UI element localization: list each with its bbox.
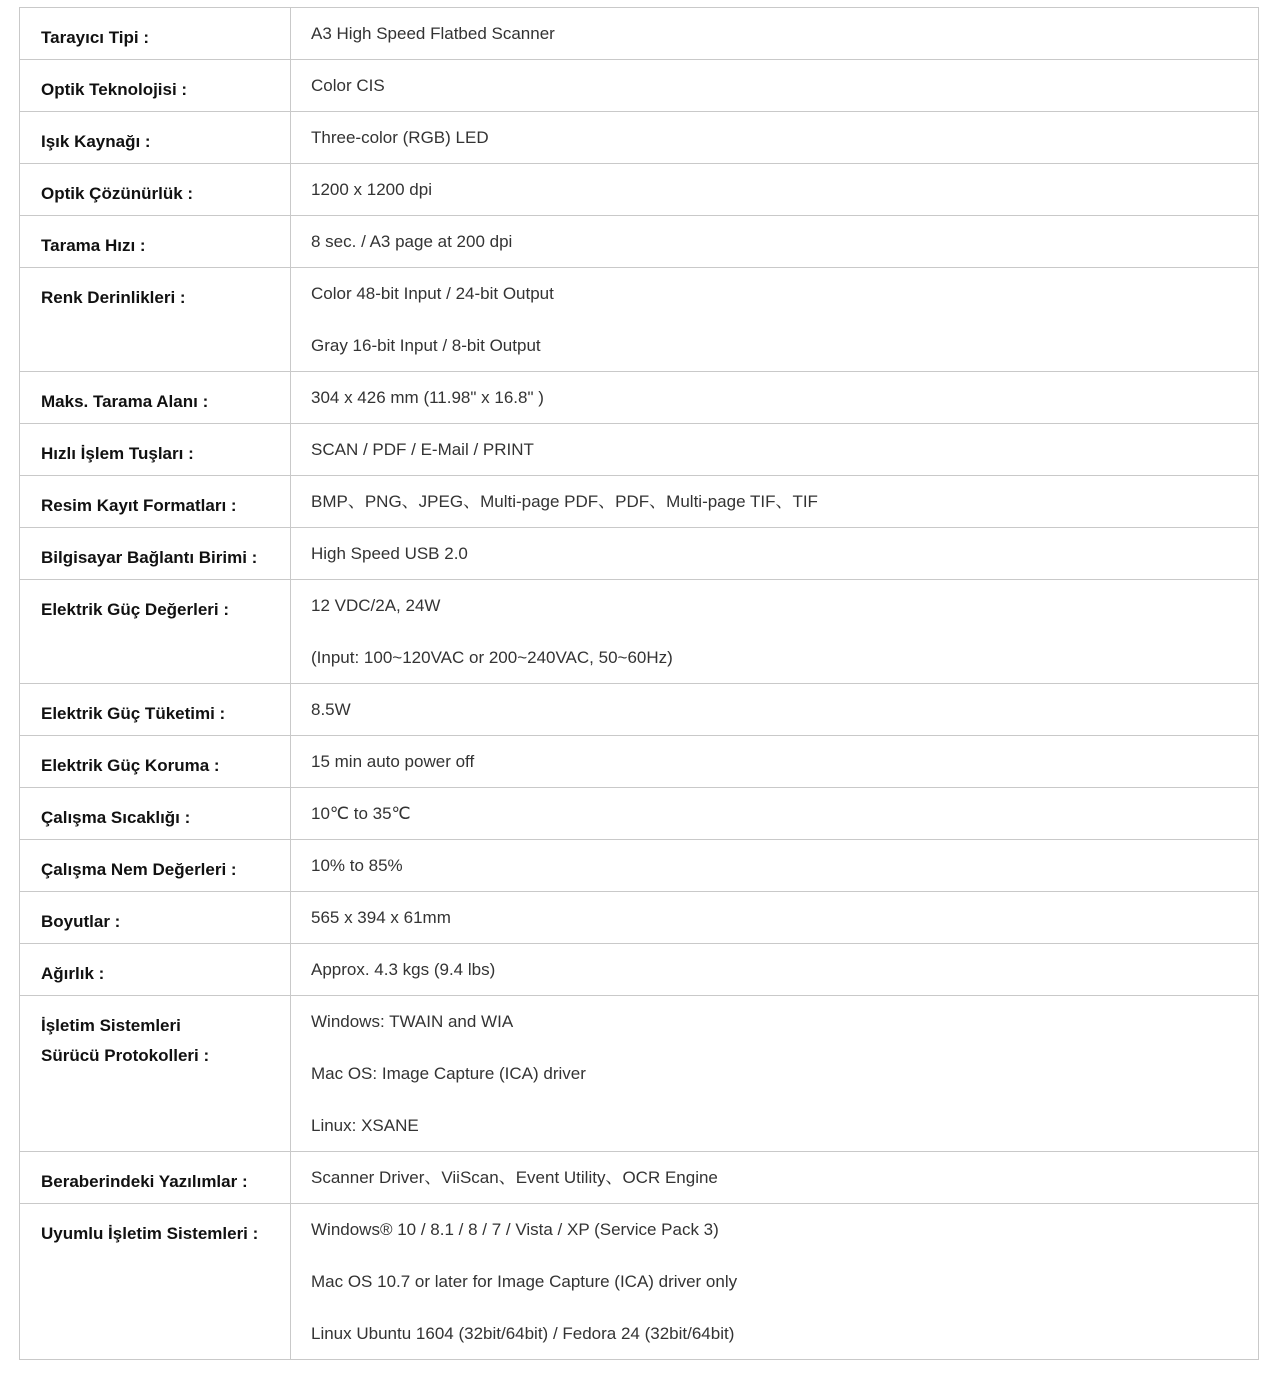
spec-label-text: Uyumlu İşletim Sistemleri : xyxy=(41,1224,259,1243)
spec-label-text: Optik Teknolojisi : xyxy=(41,80,188,99)
spec-value xyxy=(291,1152,1258,1203)
spec-value-text: Approx. 4.3 kgs (9.4 lbs) xyxy=(311,960,496,979)
spec-row xyxy=(20,944,1259,996)
spec-row xyxy=(20,1204,1259,1360)
spec-label-text: Tarama Hızı : xyxy=(41,236,146,255)
spec-label-text: Tarayıcı Tipi : xyxy=(41,28,150,47)
spec-value-text: Three-color (RGB) LED xyxy=(311,128,489,147)
spec-value xyxy=(291,8,1258,59)
spec-value-cell xyxy=(291,840,1259,892)
spec-label xyxy=(20,112,290,157)
spec-value-cell xyxy=(291,944,1259,996)
spec-value-text: 8.5W xyxy=(311,700,351,719)
spec-value-text: 15 min auto power off xyxy=(311,752,475,771)
spec-value xyxy=(291,684,1258,735)
spec-value-cell xyxy=(291,684,1259,736)
spec-label xyxy=(20,8,290,53)
spec-value-cell xyxy=(291,580,1259,684)
spec-value-text: High Speed USB 2.0 xyxy=(311,544,468,563)
spec-value-cell xyxy=(291,112,1259,164)
spec-label xyxy=(20,736,290,781)
spec-value xyxy=(291,268,1258,371)
spec-label-cell xyxy=(20,216,291,268)
spec-value-text: 8 sec. / A3 page at 200 dpi xyxy=(311,232,513,251)
spec-label xyxy=(20,892,290,937)
spec-value-text: Mac OS: Image Capture (ICA) driver xyxy=(311,1064,586,1083)
spec-value-text: Linux Ubuntu 1604 (32bit/64bit) / Fedora 24 (32bit/64bit) xyxy=(311,1324,735,1343)
spec-label-cell xyxy=(20,476,291,528)
spec-label-cell xyxy=(20,892,291,944)
spec-label-cell xyxy=(20,1204,291,1360)
spec-row xyxy=(20,892,1259,944)
spec-label xyxy=(20,216,290,261)
spec-row xyxy=(20,112,1259,164)
spec-label-text: Renk Derinlikleri : xyxy=(41,288,186,307)
spec-label-cell xyxy=(20,112,291,164)
spec-label-cell xyxy=(20,580,291,684)
spec-row xyxy=(20,60,1259,112)
spec-value-text: 12 VDC/2A, 24W xyxy=(311,596,441,615)
spec-label-cell xyxy=(20,528,291,580)
spec-label xyxy=(20,788,290,833)
spec-value-cell xyxy=(291,788,1259,840)
spec-label-text: Çalışma Nem Değerleri : xyxy=(41,860,237,879)
spec-value-text: Windows® 10 / 8.1 / 8 / 7 / Vista / XP (Service Pack 3) xyxy=(311,1220,719,1239)
spec-value xyxy=(291,892,1258,943)
spec-value-text: Color 48-bit Input / 24-bit Output xyxy=(311,284,554,303)
spec-row xyxy=(20,216,1259,268)
spec-value-text: Linux: XSANE xyxy=(311,1116,419,1135)
spec-value xyxy=(291,788,1258,839)
spec-label xyxy=(20,684,290,729)
spec-label xyxy=(20,268,290,313)
spec-label-cell xyxy=(20,1152,291,1204)
spec-label-text: Ağırlık : xyxy=(41,964,105,983)
spec-label-text: Maks. Tarama Alanı : xyxy=(41,392,209,411)
spec-label-cell xyxy=(20,372,291,424)
spec-label-text: Resim Kayıt Formatları : xyxy=(41,496,237,515)
spec-value-text: BMP、PNG、JPEG、Multi-page PDF、PDF、Multi-page TIF、TIF xyxy=(311,492,818,511)
spec-value xyxy=(291,580,1258,683)
spec-label-text: Işık Kaynağı : xyxy=(41,132,151,151)
spec-label-cell xyxy=(20,684,291,736)
spec-row xyxy=(20,1152,1259,1204)
spec-label xyxy=(20,1204,290,1249)
spec-value-cell xyxy=(291,424,1259,476)
spec-value xyxy=(291,528,1258,579)
spec-label xyxy=(20,944,290,989)
spec-value-text: 10% to 85% xyxy=(311,856,403,875)
spec-value-cell xyxy=(291,996,1259,1152)
spec-value-text: Color CIS xyxy=(311,76,385,95)
spec-value-text: (Input: 100~120VAC or 200~240VAC, 50~60Hz) xyxy=(311,648,673,667)
spec-label-cell xyxy=(20,840,291,892)
spec-value-cell xyxy=(291,528,1259,580)
spec-row xyxy=(20,476,1259,528)
spec-value-text: 304 x 426 mm (11.98" x 16.8" ) xyxy=(311,388,544,407)
spec-row xyxy=(20,528,1259,580)
spec-value-text: 1200 x 1200 dpi xyxy=(311,180,432,199)
spec-row xyxy=(20,788,1259,840)
spec-label-text: Optik Çözünürlük : xyxy=(41,184,194,203)
spec-value-text: A3 High Speed Flatbed Scanner xyxy=(311,24,555,43)
spec-label xyxy=(20,60,290,105)
spec-label-cell xyxy=(20,268,291,372)
spec-label-cell xyxy=(20,424,291,476)
spec-value xyxy=(291,216,1258,267)
spec-value-text: Mac OS 10.7 or later for Image Capture (ICA) driver only xyxy=(311,1272,738,1291)
spec-label-text: Sürücü Protokolleri : xyxy=(41,1046,210,1065)
spec-label-cell xyxy=(20,944,291,996)
spec-label xyxy=(20,996,290,1071)
spec-label-text: Bilgisayar Bağlantı Birimi : xyxy=(41,548,258,567)
spec-row xyxy=(20,684,1259,736)
spec-value xyxy=(291,476,1258,527)
spec-row xyxy=(20,164,1259,216)
spec-row xyxy=(20,372,1259,424)
spec-label-cell xyxy=(20,8,291,60)
spec-value-text: 565 x 394 x 61mm xyxy=(311,908,451,927)
spec-value-text: Windows: TWAIN and WIA xyxy=(311,1012,514,1031)
spec-label xyxy=(20,372,290,417)
spec-value xyxy=(291,424,1258,475)
spec-value-cell xyxy=(291,216,1259,268)
spec-value-cell xyxy=(291,892,1259,944)
spec-label-text: Çalışma Sıcaklığı : xyxy=(41,808,191,827)
spec-value xyxy=(291,60,1258,111)
spec-row xyxy=(20,580,1259,684)
spec-label xyxy=(20,164,290,209)
spec-value-cell xyxy=(291,736,1259,788)
spec-value xyxy=(291,944,1258,995)
spec-row xyxy=(20,268,1259,372)
spec-label xyxy=(20,580,290,625)
spec-row xyxy=(20,736,1259,788)
spec-label-text: Beraberindeki Yazılımlar : xyxy=(41,1172,248,1191)
spec-value-text: 10℃ to 35℃ xyxy=(311,804,411,823)
spec-label-text: Boyutlar : xyxy=(41,912,121,931)
spec-label-cell xyxy=(20,996,291,1152)
spec-value-cell xyxy=(291,1152,1259,1204)
spec-label-text: Elektrik Güç Tüketimi : xyxy=(41,704,226,723)
spec-table-body xyxy=(20,8,1259,1360)
spec-label-cell xyxy=(20,164,291,216)
spec-label-text: İşletim Sistemleri xyxy=(41,1016,181,1035)
spec-label-text: Elektrik Güç Değerleri : xyxy=(41,600,230,619)
spec-value-cell xyxy=(291,1204,1259,1360)
spec-label-cell xyxy=(20,60,291,112)
spec-table xyxy=(19,7,1259,1360)
spec-value-text: Scanner Driver、ViiScan、Event Utility、OCR Engine xyxy=(311,1168,718,1187)
spec-value-cell xyxy=(291,372,1259,424)
spec-label xyxy=(20,1152,290,1197)
spec-row xyxy=(20,996,1259,1152)
spec-value xyxy=(291,1204,1258,1359)
spec-value xyxy=(291,112,1258,163)
spec-value-cell xyxy=(291,164,1259,216)
spec-value-cell xyxy=(291,268,1259,372)
spec-value xyxy=(291,372,1258,423)
spec-value-cell xyxy=(291,8,1259,60)
spec-value xyxy=(291,164,1258,215)
spec-value xyxy=(291,996,1258,1151)
spec-label-cell xyxy=(20,788,291,840)
spec-label-cell xyxy=(20,736,291,788)
spec-value-text: Gray 16-bit Input / 8-bit Output xyxy=(311,336,541,355)
spec-row xyxy=(20,840,1259,892)
spec-value xyxy=(291,840,1258,891)
spec-value xyxy=(291,736,1258,787)
spec-label xyxy=(20,476,290,521)
spec-label-text: Hızlı İşlem Tuşları : xyxy=(41,444,194,463)
spec-value-cell xyxy=(291,60,1259,112)
spec-row xyxy=(20,8,1259,60)
spec-label-text: Elektrik Güç Koruma : xyxy=(41,756,220,775)
spec-value-text: SCAN / PDF / E-Mail / PRINT xyxy=(311,440,534,459)
spec-label xyxy=(20,840,290,885)
spec-row xyxy=(20,424,1259,476)
spec-value-cell xyxy=(291,476,1259,528)
spec-label xyxy=(20,528,290,573)
spec-label xyxy=(20,424,290,469)
